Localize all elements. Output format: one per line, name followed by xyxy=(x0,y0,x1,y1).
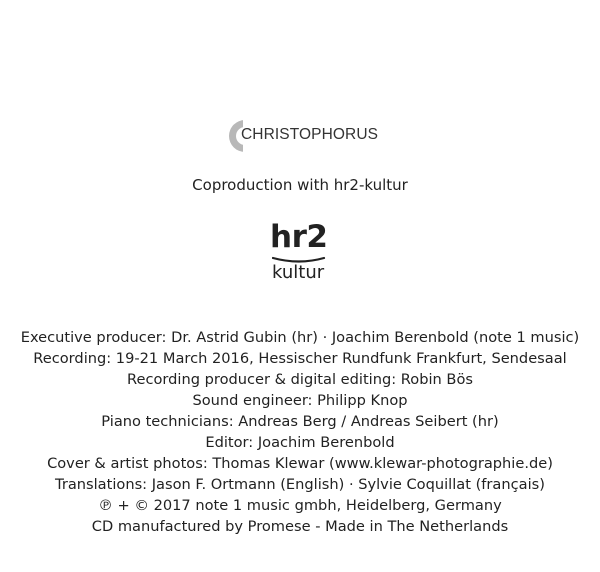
credit-line-recording: Recording: 19-21 March 2016, Hessischer Rundfunk Frankfurt, Sendesaal xyxy=(33,350,567,367)
credit-line-sound-engineer: Sound engineer: Philipp Knop xyxy=(192,392,408,409)
credit-line-editor: Editor: Joachim Berenbold xyxy=(205,434,395,451)
credits-list xyxy=(0,327,600,537)
coproduction-note: Coproduction with hr2-kultur xyxy=(192,176,408,194)
credit-line-piano-technicians: Piano technicians: Andreas Berg / Andreas Seibert (hr) xyxy=(101,413,499,430)
kultur-logo-text: kultur xyxy=(272,262,325,283)
hr2-logo-text: hr2 xyxy=(270,219,328,255)
credit-line-recording-producer: Recording producer & digital editing: Robin Bös xyxy=(127,371,473,388)
hr2-kultur-logo xyxy=(262,219,342,292)
credit-line-translations: Translations: Jason F. Ortmann (English) · Sylvie Coquillat (français) xyxy=(55,476,545,493)
credit-line-executive-producer: Executive producer: Dr. Astrid Gubin (hr) · Joachim Berenbold (note 1 music) xyxy=(20,329,580,346)
credit-line-copyright: ℗ + © 2017 note 1 music gmbh, Heidelberg, Germany xyxy=(98,497,502,514)
christophorus-logo xyxy=(225,118,385,154)
credit-line-photos: Cover & artist photos: Thomas Klewar (www.klewar-photographie.de) xyxy=(47,455,553,472)
christophorus-wordmark: CHRISTOPHORUS xyxy=(241,126,379,143)
credit-line-manufactured: CD manufactured by Promese - Made in The Netherlands xyxy=(91,518,509,535)
